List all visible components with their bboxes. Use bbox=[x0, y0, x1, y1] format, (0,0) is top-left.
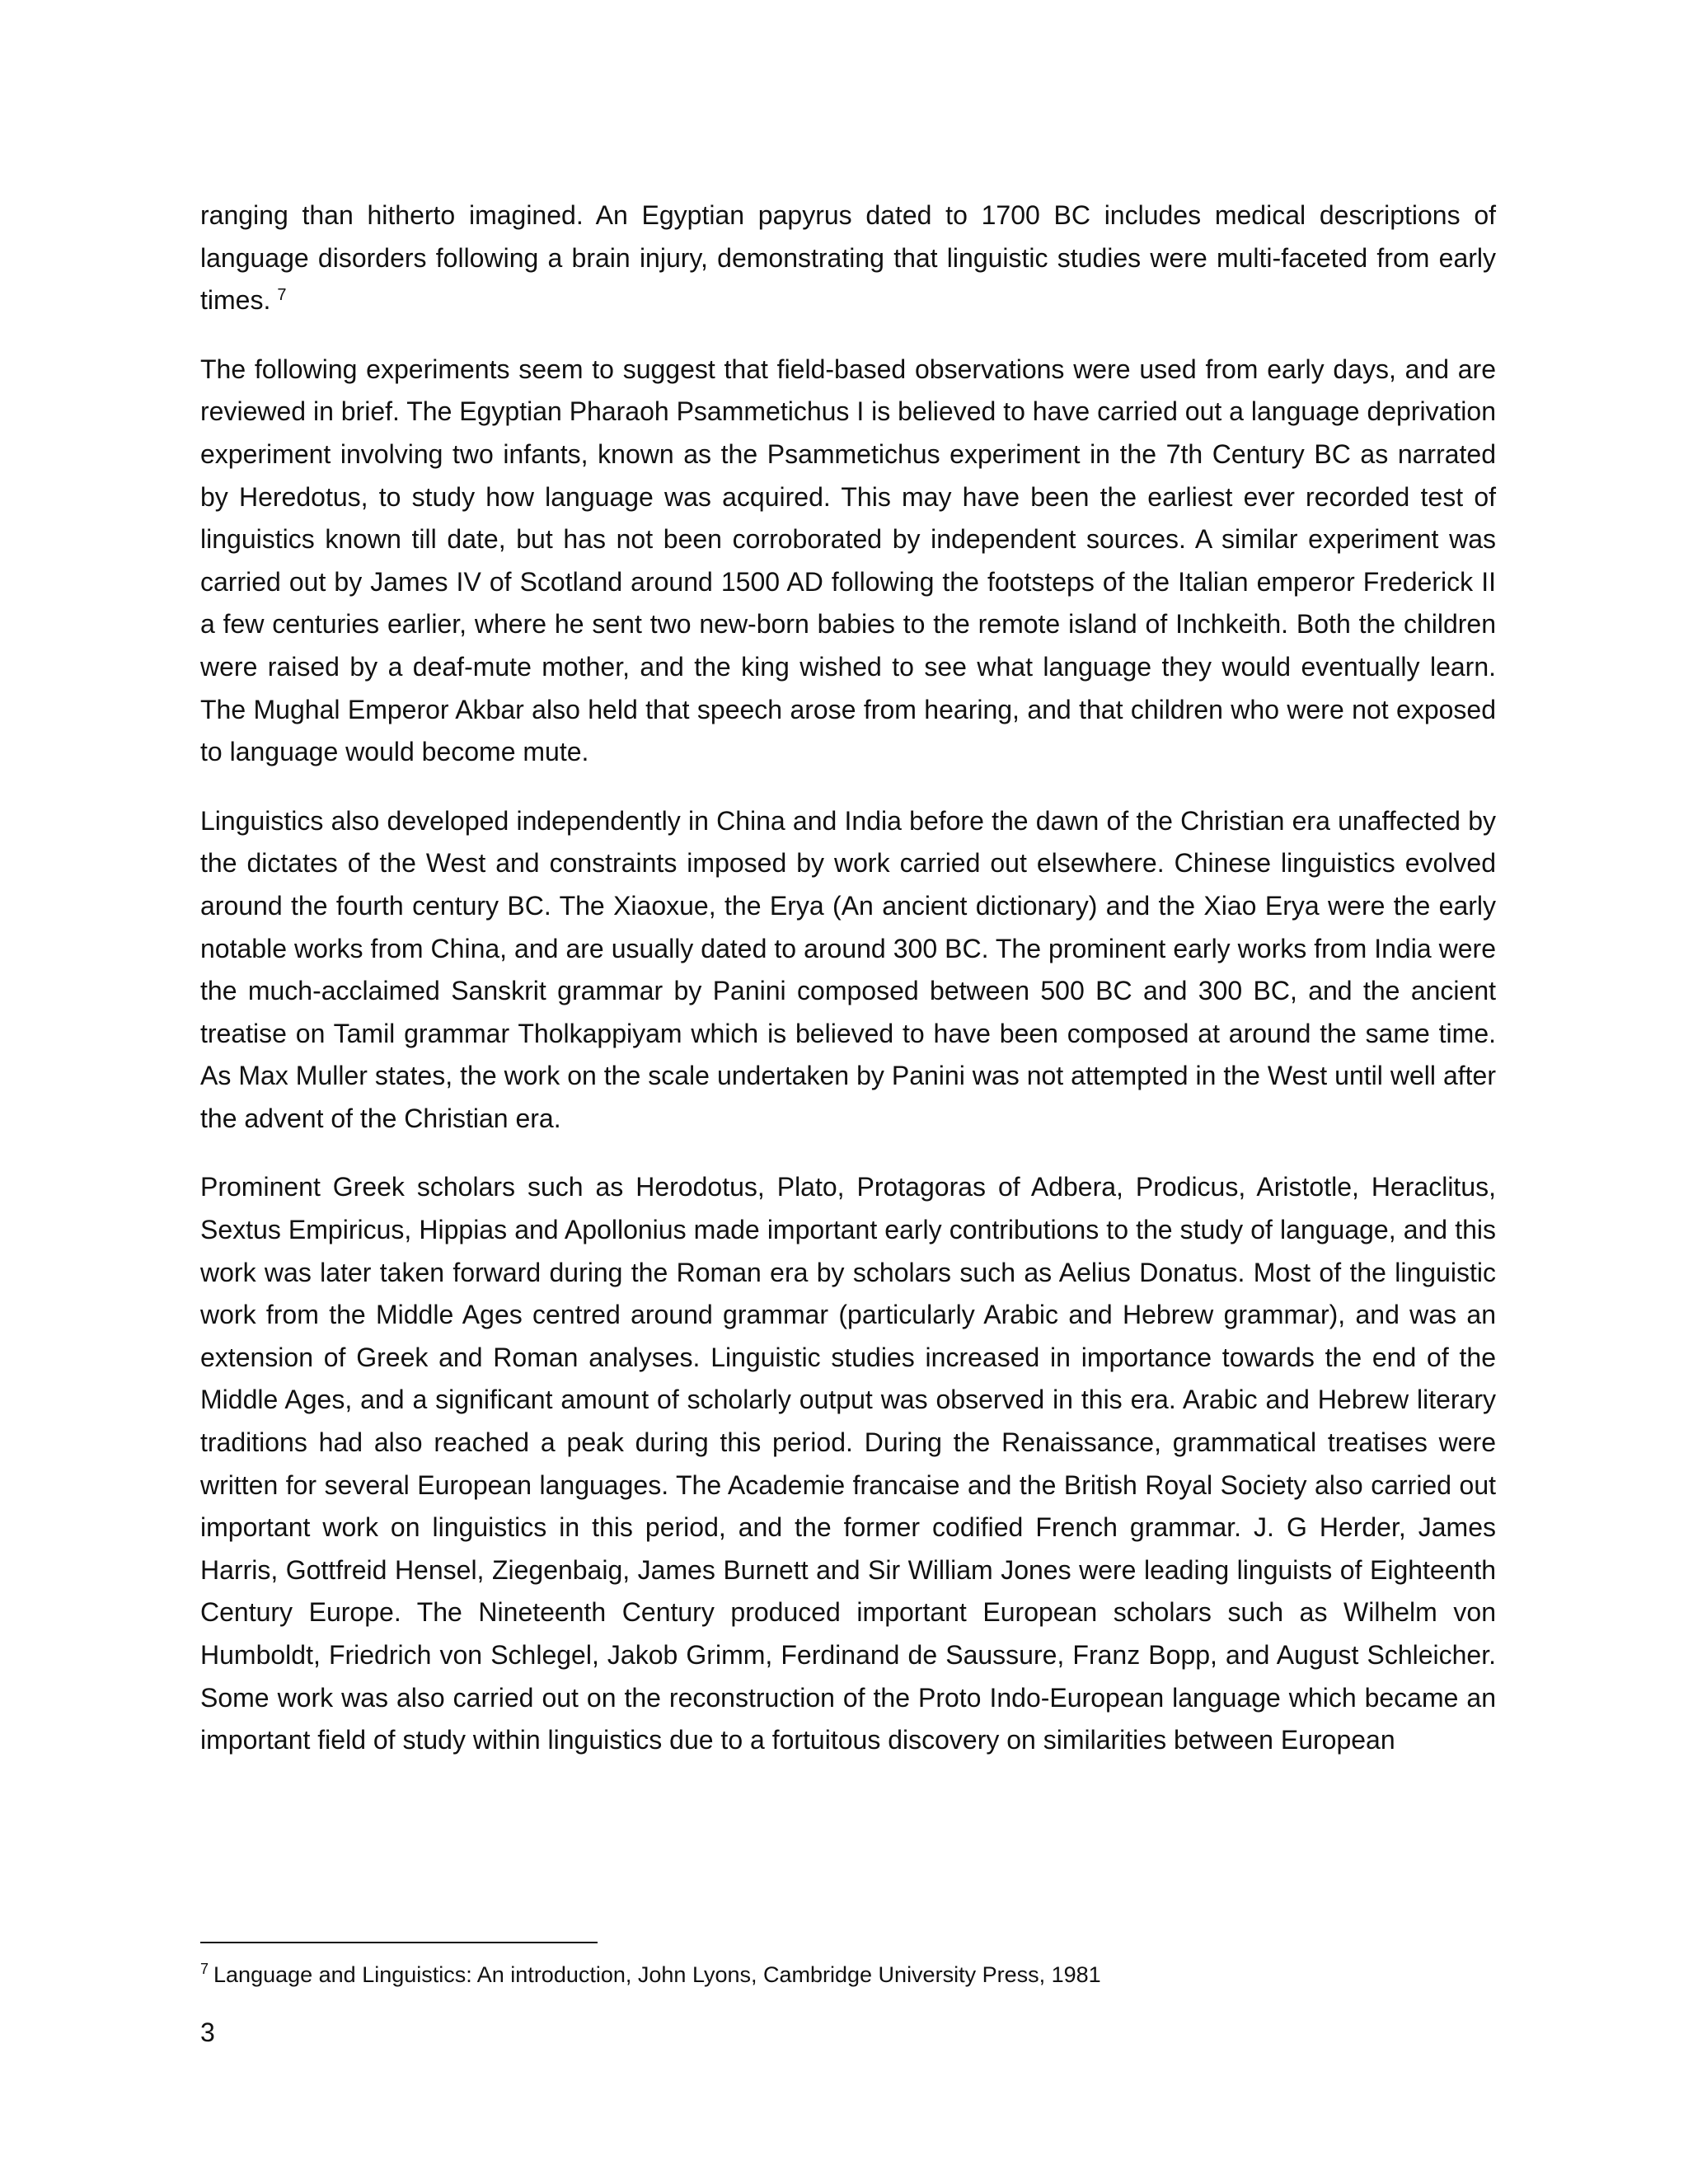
footnote-separator bbox=[200, 1942, 598, 1943]
body-text bbox=[200, 194, 1496, 1788]
footnote-mark: 7 bbox=[200, 1961, 209, 1977]
paragraph-4 bbox=[200, 1166, 1496, 1761]
paragraph-1 bbox=[200, 194, 1496, 322]
paragraph-2-text: The following experiments seem to suggest that field-based observations were used from early days, and are reviewed in brief. The Egyptian Pharaoh Psammetichus I is believed to have carried out a language deprivation experiment involving two infants, known as the Psammetichus experiment in the 7th Century BC as narrated by Heredotus, to study how language was acquired. This may have been the earliest ever recorded test of linguistics known till date, but has not been corroborated by independent sources. A similar experiment was carried out by James IV of Scotland around 1500 AD following the footsteps of the Italian emperor Frederick II a few centuries earlier, where he sent two new-born babies to the remote island of Inchkeith. Both the children were raised by a deaf-mute mother, and the king wished to see what language they would eventually learn. The Mughal Emperor Akbar also held that speech arose from hearing, and that children who were not exposed to language would become mute. bbox=[200, 354, 1496, 767]
paragraph-1-text: ranging than hitherto imagined. An Egyptian papyrus dated to 1700 BC includes medical descriptions of language disorders following a brain injury, demonstrating that linguistic studies were multi-faceted from early times. bbox=[200, 200, 1496, 316]
paragraph-3-text: Linguistics also developed independently in China and India before the dawn of the Christian era unaffected by the dictates of the West and constraints imposed by work carried out elsewhere. Chinese linguistics evolved around the fourth century BC. The Xiaoxue, the Erya (An ancient dictionary) and the Xiao Erya were the early notable works from China, and are usually dated to around 300 BC. The prominent early works from India were the much-acclaimed Sanskrit grammar by Panini composed between 500 BC and 300 BC, and the ancient treatise on Tamil grammar Tholkappiyam which is believed to have been composed at around the same time. As Max Muller states, the work on the scale undertaken by Panini was not attempted in the West until well after the advent of the Christian era. bbox=[200, 805, 1496, 1133]
paragraph-2 bbox=[200, 349, 1496, 774]
footnote bbox=[200, 1960, 1496, 1990]
footnote-text: Language and Linguistics: An introduction, John Lyons, Cambridge University Press, 1981 bbox=[213, 1962, 1101, 1987]
paragraph-3 bbox=[200, 800, 1496, 1141]
footnote-reference[interactable]: 7 bbox=[277, 285, 287, 304]
paragraph-4-text: Prominent Greek scholars such as Herodotus, Plato, Protagoras of Adbera, Prodicus, Aristotle, Heraclitus, Sextus Empiricus, Hippias and Apollonius made important early contributions to the study of language, and this work was later taken forward during the Roman era by scholars such as Aelius Donatus. Most of the linguistic work from the Middle Ages centred around grammar (particularly Arabic and Hebrew grammar), and was an extension of Greek and Roman analyses. Linguistic studies increased in importance towards the end of the Middle Ages, and a significant amount of scholarly output was observed in this era. Arabic and Hebrew literary traditions had also reached a peak during this period. During the Renaissance, grammatical treatises were written for several European languages. The Academie francaise and the British Royal Society also carried out important work on linguistics in this period, and the former codified French grammar. J. G Herder, James Harris, Gottfreid Hensel, Ziegenbaig, James Burnett and Sir William Jones were leading linguists of Eighteenth Century Europe. The Nineteenth Century produced important European scholars such as Wilhelm von Humboldt, Friedrich von Schlegel, Jakob Grimm, Ferdinand de Saussure, Franz Bopp, and August Schleicher. Some work was also carried out on the reconstruction of the Proto Indo-European language which became an important field of study within linguistics due to a fortuitous discovery on similarities between European bbox=[200, 1172, 1496, 1755]
page-number: 3 bbox=[200, 2018, 215, 2047]
